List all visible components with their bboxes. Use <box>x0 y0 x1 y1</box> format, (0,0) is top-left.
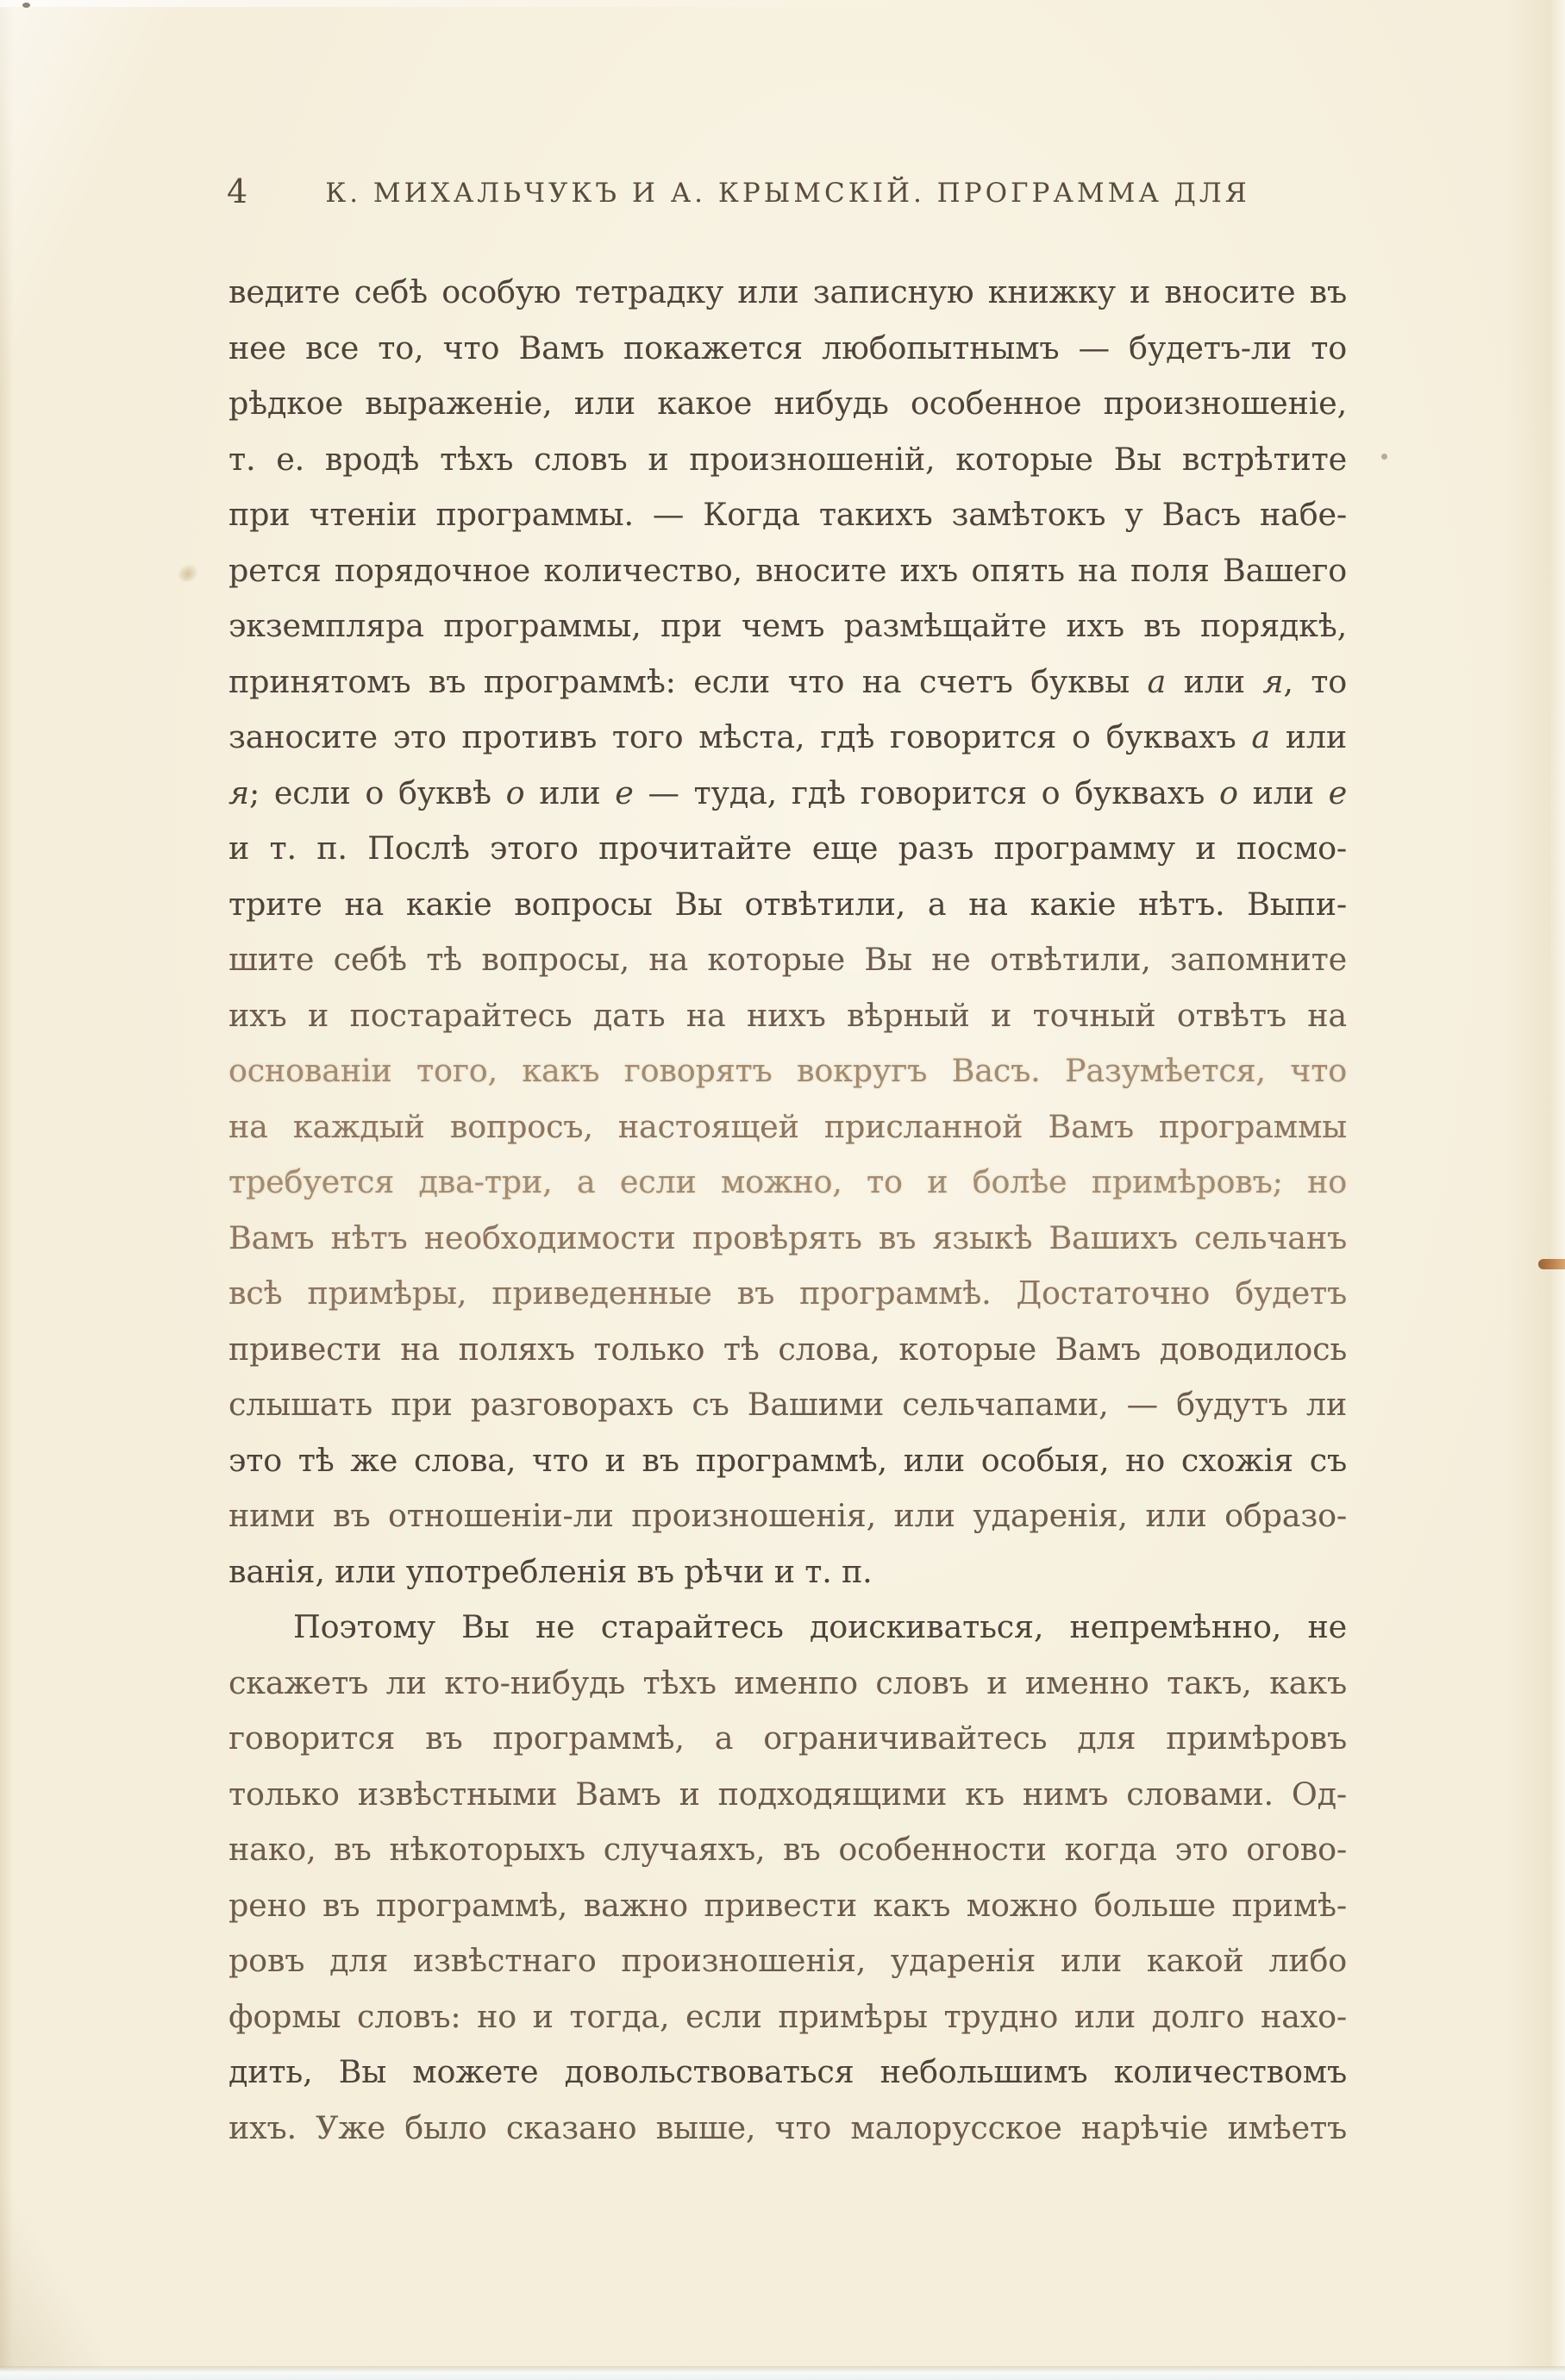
text-line: ровъ для извѣстнаго произношенія, ударенія или какой либо <box>228 1942 1347 1979</box>
text-line: Вамъ нѣтъ необходимости провѣрять въ языкѣ Вашихъ сельчанъ <box>228 1218 1347 1256</box>
text-line: слышать при разговорахъ съ Вашими сельчапами, — будутъ ли <box>228 1386 1347 1423</box>
text-line: скажетъ ли кто-нибудь тѣхъ именпо словъ и именно такъ, какъ <box>228 1663 1347 1701</box>
paper-speck <box>22 3 30 8</box>
text-line: говорится въ программѣ, а ограничивайтесь для примѣровъ <box>228 1719 1347 1757</box>
page-number: 4 <box>227 172 248 210</box>
text-line: я; если о буквѣ о или е — туда, гдѣ говорится о буквахъ о или е <box>228 774 1348 811</box>
text-line: и т. п. Послѣ этого прочитайте еще разъ программу и посмо- <box>228 830 1347 867</box>
text-line: принятомъ въ программѣ: если что на счетъ буквы а или я, то <box>228 662 1348 700</box>
text-line: рено въ программѣ, важно привести какъ можно больше примѣ- <box>228 1886 1347 1924</box>
text-line: ванія, или употребленія въ рѣчи и т. п. <box>228 1552 873 1590</box>
text-line: ихъ и постарайтесь дать на нихъ вѣрный и точный отвѣтъ на <box>228 996 1347 1034</box>
text-line: трите на какіе вопросы Вы отвѣтили, а на какіе нѣтъ. Выпи- <box>228 885 1347 923</box>
running-header: К. МИХАЛЬЧУКЪ И А. КРЫМСКІЙ. ПРОГРАММА ДЛЯ <box>325 178 1250 209</box>
text-line: Поэтому Вы не старайтесь доискиваться, непремѣнно, не <box>293 1608 1347 1645</box>
text-line: шите себѣ тѣ вопросы, на которые Вы не отвѣтили, запомните <box>228 941 1347 978</box>
page-top-edge <box>0 0 939 7</box>
text-line: рется порядочное количество, вносите ихъ опять на поля Вашего <box>228 551 1347 589</box>
text-line: только извѣстными Вамъ и подходящими къ нимъ словами. Од- <box>228 1775 1347 1813</box>
text-line: нее все то, что Вамъ покажется любопытнымъ — будетъ-ли то <box>228 329 1347 366</box>
page-bottom-edge <box>0 2366 1565 2380</box>
text-line: рѣдкое выраженіе, или какое нибудь особенное произношеніе, <box>228 385 1347 422</box>
text-line: ихъ. Уже было сказано выше, что малорусское нарѣчіе имѣетъ <box>228 2108 1347 2146</box>
text-line: нако, въ нѣкоторыхъ случаяхъ, въ особенности когда это огово- <box>228 1831 1347 1868</box>
text-line: привести на поляхъ только тѣ слова, которые Вамъ доводилось <box>228 1330 1347 1368</box>
text-line: дить, Вы можете довольствоваться небольшимъ количествомъ <box>228 2053 1347 2090</box>
text-line: при чтеніи программы. — Когда такихъ замѣтокъ у Васъ набе- <box>228 496 1347 533</box>
text-line: заносите это противъ того мѣста, гдѣ говорится о буквахъ а или <box>228 718 1347 755</box>
text-line: требуется два-три, а если можно, то и болѣе примѣровъ; но <box>228 1163 1347 1200</box>
margin-smudge <box>174 560 201 586</box>
text-line: формы словъ: но и тогда, если примѣры трудно или долго нахо- <box>228 1997 1347 2035</box>
text-line: всѣ примѣры, приведенные въ программѣ. Достаточно будетъ <box>228 1275 1347 1312</box>
text-line: ними въ отношеніи-ли произношенія, или ударенія, или образо- <box>228 1497 1347 1534</box>
text-line: ведите себѣ особую тетрадку или записную книжку и вносите въ <box>228 273 1347 310</box>
text-line: на каждый вопросъ, настоящей присланной Вамъ программы <box>228 1107 1347 1145</box>
page-body <box>228 265 1347 2156</box>
paper-speck <box>1381 454 1387 460</box>
corner-shadow <box>0 2182 103 2371</box>
edge-stain <box>1538 1259 1565 1269</box>
text-line: экземпляра программы, при чемъ размѣщайте ихъ въ порядкѣ, <box>228 607 1347 644</box>
text-line: т. е. вродѣ тѣхъ словъ и произношеній, которые Вы встрѣтите <box>228 440 1347 478</box>
text-line: это тѣ же слова, что и въ программѣ, или особыя, но схожія съ <box>228 1441 1347 1479</box>
text-line: основаніи того, какъ говорятъ вокругъ Васъ. Разумѣется, что <box>228 1052 1347 1089</box>
